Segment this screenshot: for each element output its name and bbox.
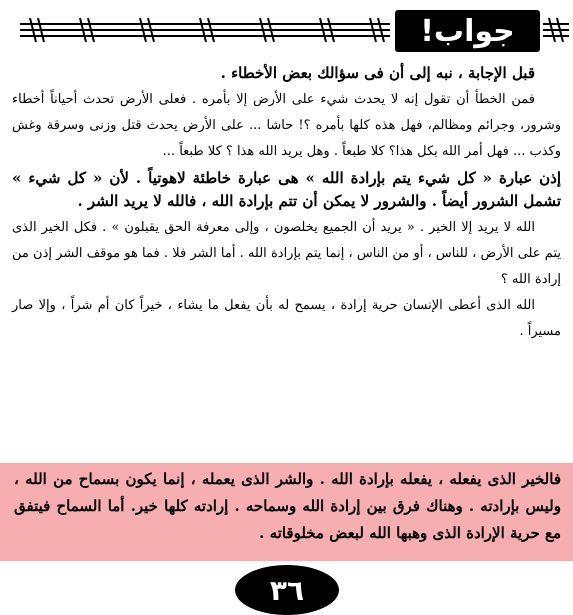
section-title-text: جواب! (420, 13, 515, 49)
section-title (395, 10, 540, 52)
page-number-badge (235, 565, 339, 615)
decorative-rule (20, 18, 390, 42)
paragraph-intro: قبل الإجابة ، نبه إلى أن فى سؤالك بعض الأخطاء . (220, 64, 535, 82)
paragraph-statement: إذن عبارة « كل شيء يتم بإرادة الله » هى عبارة خاطئة لاهوتياً . لأن « كل شيء » تشمل الشرور أيضاً . والشرور لا يمكن أن تتم بإرادة الله ، فالله لا يريد الشر . (12, 169, 561, 210)
page-number-text: ٣٦ (269, 573, 305, 607)
paragraph-errors: فمن الخطأ أن تقول إنه لا يحدث شيء على الأرض إلا بأمره . فعلى الأرض تحدث أحياناً أخطاء وشرور، وجرائم ومظالم، فهل هذه كلها بأمره ؟! حاشا ... على الأرض يحدث قتل وزنى وسرقة وغش وكذب ... فهل أمر الله بكل هذا؟ كلا طبعاً . وهل يريد الله هذا ؟ كلا طبعاً ... (12, 92, 561, 159)
decorative-rule-right (543, 18, 569, 42)
paragraph-good-will: الله لا يريد إلا الخير . « يريد أن الجميع يخلصون ، وإلى معرفة الحق يقبلون » . فكل الخير الذى يتم على الأرض ، للناس ، أو من الناس ، إنما يتم بإرادة الله . أما الشر فلا . فما هو موقف الشر إذن من إرادة الله ؟ (12, 220, 561, 287)
page-number (232, 560, 342, 607)
paragraph-highlighted: فالخير الذى يفعله ، يفعله بإرادة الله . والشر الذى يعمله ، إنما يكون بسماح من الله ، وليس بإرادته . وهناك فرق بين إرادة الله وسماحه . إرادته كلها خير. أما السماح فيتفق مع حرية الإرادة الذى وهبها الله لبعض مخلوقاته . (14, 470, 561, 542)
paragraph-free-will: الله الذى أعطى الإنسان حرية إرادة ، يسمح له بأن يفعل ما يشاء ، خيراً كان أم شراً ، وإلا صار مسيراً . (12, 298, 561, 339)
